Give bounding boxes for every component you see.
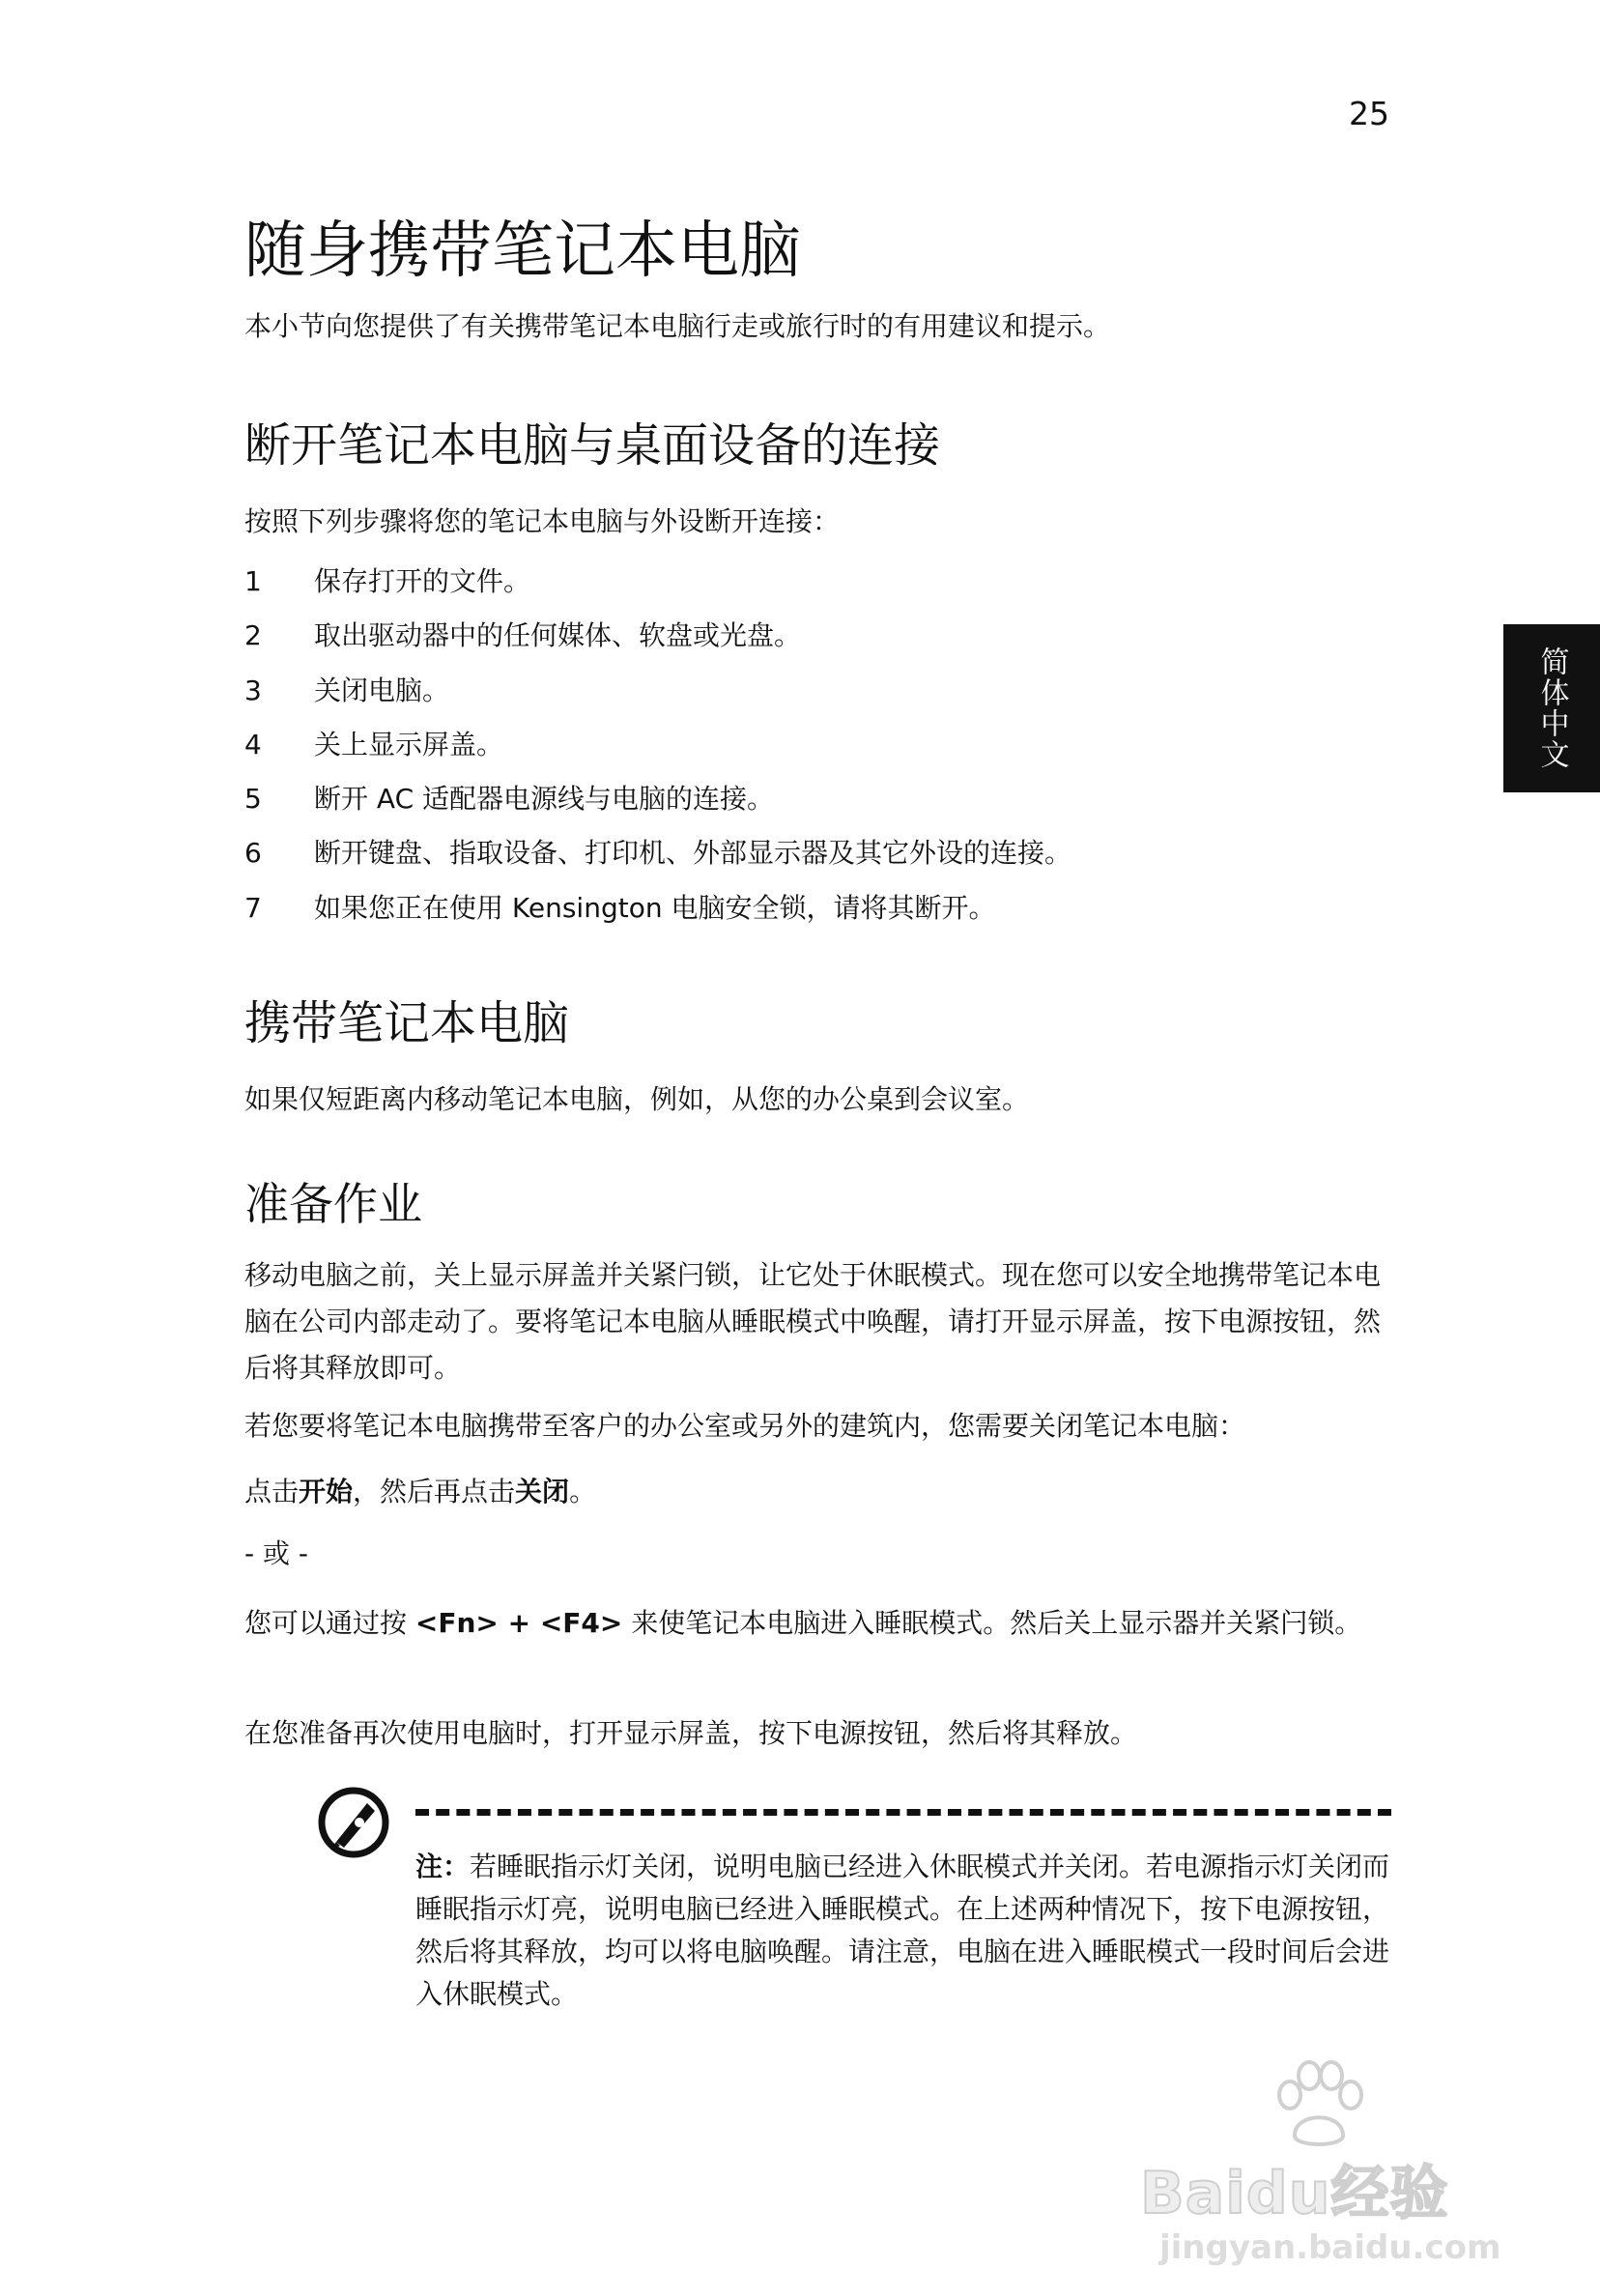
list-item — [244, 881, 1071, 935]
list-item — [244, 609, 1071, 663]
step-text: 取出驱动器中的任何媒体、软盘或光盘。 — [314, 619, 802, 652]
prepare-paragraph: 移动电脑之前，关上显示屏盖并关紧闩锁，让它处于休眠模式。现在您可以安全地携带笔记本电脑在公司内部走动了。要将笔记本电脑从睡眠模式中唤醒，请打开显示屏盖，按下电源按钮，然后将其释放即可。 — [244, 1259, 1382, 1384]
list-item — [244, 718, 1071, 772]
note-text: 若睡眠指示灯关闭，说明电脑已经进入休眠模式并关闭。若电源指示灯关闭而睡眠指示灯亮，说明电脑已经进入睡眠模式。在上述两种情况下，按下电源按钮，然后将其释放，均可以将电脑唤醒。请注意，电脑在进入睡眠模式一段时间后会进入休眠模式。 — [415, 1851, 1390, 2010]
shutdown-instruction — [244, 1469, 1389, 1515]
offsite-paragraph: 若您要将笔记本电脑携带至客户的办公室或另外的建筑内，您需要关闭笔记本电脑： — [244, 1410, 1246, 1442]
disconnect-steps-list — [244, 555, 1071, 935]
step-text: 如果您正在使用 Kensington 电脑安全锁，请将其断开。 — [314, 891, 996, 924]
note-label: 注： — [415, 1851, 471, 1882]
hotkey-suffix: 来使笔记本电脑进入睡眠模式。然后关上显示器并关紧闩锁。 — [622, 1607, 1362, 1639]
step-text: 关闭电脑。 — [314, 674, 450, 706]
click-suffix: 。 — [569, 1476, 597, 1507]
list-item — [244, 664, 1071, 718]
page-title: 随身携带笔记本电脑 — [244, 215, 801, 287]
click-prefix: 点击 — [244, 1476, 300, 1507]
step-text: 断开 AC 适配器电源线与电脑的连接。 — [314, 783, 775, 816]
paw-icon — [1266, 2058, 1372, 2150]
note-pen-icon — [317, 1786, 390, 1859]
resume-paragraph: 在您准备再次使用电脑时，打开显示屏盖，按下电源按钮，然后将其释放。 — [244, 1717, 1138, 1749]
disconnect-lead: 按照下列步骤将您的笔记本电脑与外设断开连接： — [244, 505, 841, 537]
hotkey-prefix: 您可以通过按 — [244, 1607, 415, 1639]
section-heading-carry: 携带笔记本电脑 — [244, 996, 570, 1050]
page-number: 25 — [1349, 95, 1389, 132]
list-item — [244, 772, 1071, 826]
step-number: 3 — [244, 674, 262, 706]
shutdown-label: 关闭 — [515, 1476, 570, 1507]
intro-paragraph: 本小节向您提供了有关携带笔记本电脑行走或旅行时的有用建议和提示。 — [244, 310, 1111, 342]
watermark-url: jingyan.baidu.com — [1159, 2228, 1501, 2267]
step-number: 5 — [244, 783, 262, 816]
step-number: 4 — [244, 728, 262, 761]
watermark — [1140, 2058, 1501, 2276]
note-divider — [415, 1809, 1391, 1816]
list-item — [244, 555, 1071, 609]
step-number: 2 — [244, 619, 262, 652]
step-text: 关上显示屏盖。 — [314, 728, 504, 761]
hotkey-paragraph — [244, 1600, 1389, 1647]
step-text: 保存打开的文件。 — [314, 565, 531, 597]
or-separator: - 或 - — [244, 1537, 309, 1569]
note-block — [415, 1846, 1391, 2016]
step-number: 7 — [244, 891, 262, 924]
watermark-brand: Baidu经验 — [1140, 2160, 1449, 2227]
language-tab: 简体中文 — [1503, 624, 1600, 792]
step-text: 断开键盘、指取设备、打印机、外部显示器及其它外设的连接。 — [314, 837, 1072, 870]
step-number: 1 — [244, 565, 262, 597]
section-heading-disconnect: 断开笔记本电脑与桌面设备的连接 — [244, 418, 941, 473]
carry-paragraph: 如果仅短距离内移动笔记本电脑，例如，从您的办公桌到会议室。 — [244, 1083, 1030, 1115]
list-item — [244, 826, 1071, 880]
step-number: 6 — [244, 837, 262, 870]
section-heading-prepare: 准备作业 — [244, 1178, 422, 1230]
hotkey-keys: <Fn> + <F4> — [414, 1607, 623, 1639]
click-middle: ，然后再点击 — [353, 1476, 516, 1507]
start-label: 开始 — [299, 1476, 354, 1507]
